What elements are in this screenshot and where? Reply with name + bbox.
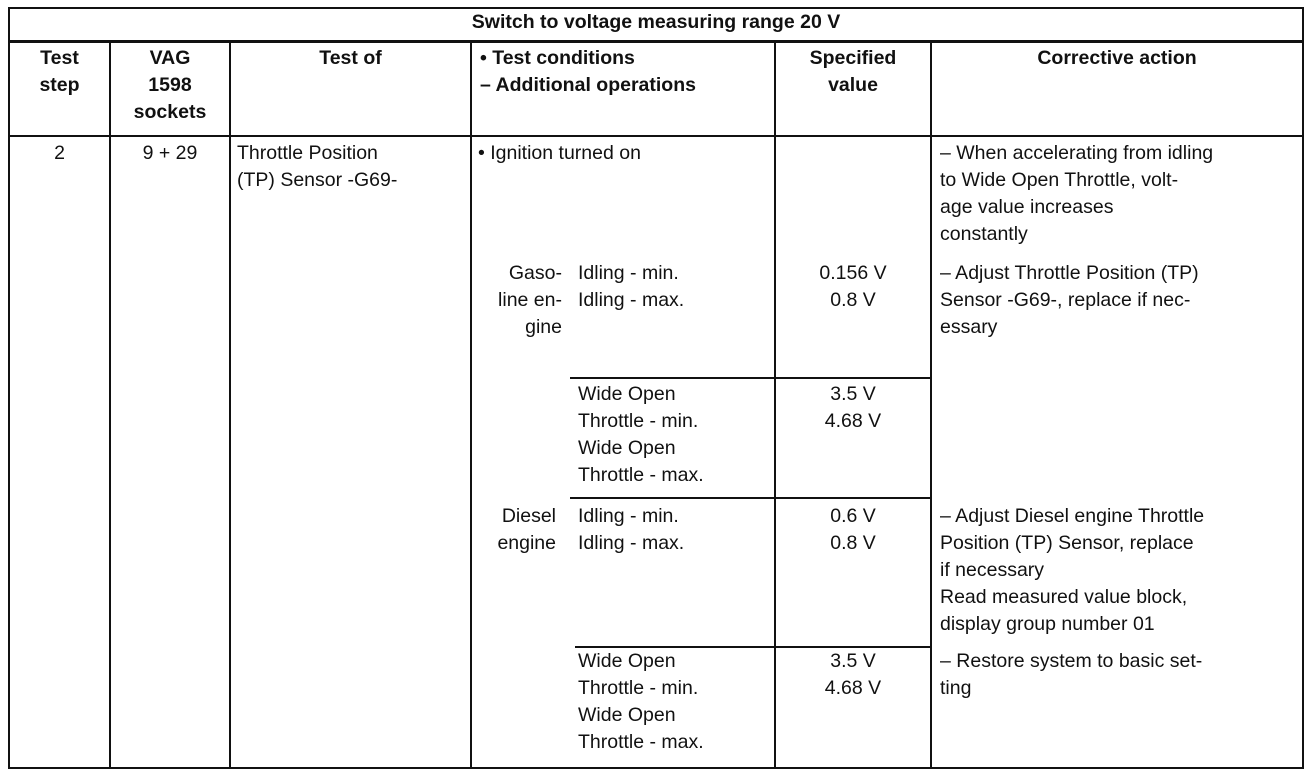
gasoline-engine-label: Gaso- line en- gine <box>498 262 562 338</box>
col-divider-3 <box>470 40 472 769</box>
header-specified-value: Specified value <box>809 47 897 96</box>
diesel-wot-values: 3.5 V 4.68 V <box>824 650 882 699</box>
header-divider <box>8 135 1304 137</box>
title-divider <box>8 40 1304 43</box>
diesel-idle-divider <box>570 497 932 499</box>
diesel-engine-label: Diesel engine <box>497 505 556 554</box>
table-title: Switch to voltage measuring range 20 V <box>471 11 841 33</box>
diesel-wot-action: – Restore system to basic set- ting <box>940 650 1203 699</box>
diesel-idle-values: 0.6 V 0.8 V <box>830 505 876 554</box>
cell-condition-ignition: • Ignition turned on <box>478 142 641 164</box>
gasoline-wot-conditions: Wide Open Throttle - min. Wide Open Throttle - max. <box>578 383 704 486</box>
table-right-border <box>1302 7 1304 769</box>
table-bottom-border <box>8 767 1304 769</box>
header-corrective-action: Corrective action <box>1037 47 1197 69</box>
col-divider-2 <box>229 40 231 769</box>
gasoline-idle-action: – Adjust Throttle Position (TP) Sensor -G69-, replace if nec- essary <box>940 262 1199 338</box>
header-conditions: • Test conditions – Additional operations <box>480 47 696 96</box>
header-test-of: Test of <box>319 47 382 69</box>
cell-action-accelerating: – When accelerating from idling to Wide Open Throttle, volt- age value increases constantly <box>940 142 1214 245</box>
header-test-step: Test step <box>39 47 80 96</box>
gasoline-wot-values: 3.5 V 4.68 V <box>824 383 882 432</box>
diesel-idle-conditions: Idling - min. Idling - max. <box>578 505 685 554</box>
gas-wot-divider <box>570 377 932 379</box>
table-left-border <box>8 7 10 769</box>
diesel-idle-action: – Adjust Diesel engine Throttle Position (TP) Sensor, replace if necessary Read measured value block, display group number 01 <box>940 505 1205 635</box>
gasoline-idle-conditions: Idling - min. Idling - max. <box>578 262 685 311</box>
cell-sockets: 9 + 29 <box>142 142 198 164</box>
header-sockets: VAG 1598 sockets <box>133 47 207 123</box>
diesel-wot-conditions: Wide Open Throttle - min. Wide Open Throttle - max. <box>578 650 704 753</box>
col-divider-5 <box>930 40 932 769</box>
cell-test-step: 2 <box>54 142 65 164</box>
cell-test-of: Throttle Position (TP) Sensor -G69- <box>237 142 398 191</box>
gasoline-idle-values: 0.156 V 0.8 V <box>819 262 887 311</box>
